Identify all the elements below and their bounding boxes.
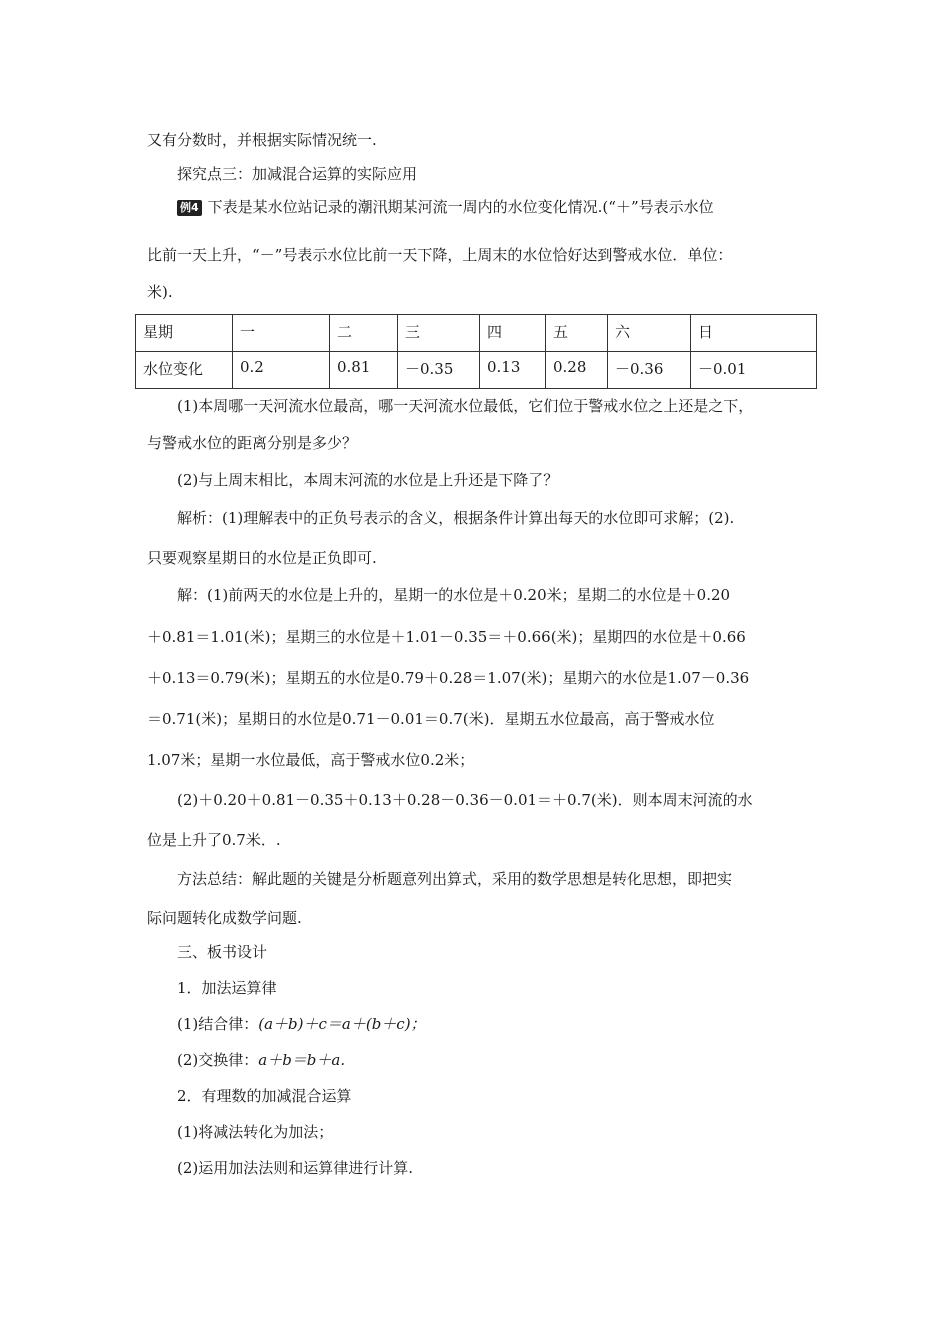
solution-line: 位是上升了0.7米．. xyxy=(147,831,281,849)
list-item: 1．加法运算律 xyxy=(177,979,277,997)
solution-line: ＋0.13＝0.79(米)；星期五的水位是0.79＋0.28＝1.07(米)；星期六的水位是1.07－0.36 xyxy=(147,669,750,687)
analysis-line: 只要观察星期日的水位是正负即可. xyxy=(147,549,377,567)
analysis-line: 解析：(1)理解表中的正负号表示的含义，根据条件计算出每天的水位即可求解；(2). xyxy=(177,509,735,527)
table-cell: 三 xyxy=(398,315,480,352)
solution-line: ＋0.81＝1.01(米)；星期三的水位是＋1.01－0.35＝＋0.66(米)；星期四的水位是＋0.66 xyxy=(147,628,746,646)
table-cell: 星期 xyxy=(136,315,233,352)
example-line xyxy=(177,197,714,217)
list-item xyxy=(177,1050,345,1070)
table-cell: －0.36 xyxy=(608,352,691,389)
list-item xyxy=(177,1014,426,1034)
text-line: 米). xyxy=(147,283,173,301)
method-line: 方法总结：解此题的关键是分析题意列出算式，采用的数学思想是转化思想，即把实 xyxy=(177,870,733,888)
list-item: (2)运用加法法则和运算律进行计算. xyxy=(177,1159,414,1177)
table-cell: 日 xyxy=(691,315,817,352)
list-item: 2．有理数的加减混合运算 xyxy=(177,1087,352,1105)
table-cell: 0.81 xyxy=(330,352,398,389)
example-badge: 例4 xyxy=(177,200,202,216)
section-heading: 三、板书设计 xyxy=(177,943,268,961)
example-text: 下表是某水位站记录的潮汛期某河流一周内的水位变化情况.(“＋”号表示水位 xyxy=(207,198,714,216)
question-line: (2)与上周末相比，本周末河流的水位是上升还是下降了？ xyxy=(177,471,559,489)
formula: (a＋b)＋c＝a＋(b＋c)； xyxy=(258,1015,426,1033)
table-cell: 0.13 xyxy=(480,352,546,389)
table-cell: 二 xyxy=(330,315,398,352)
table-row xyxy=(136,352,817,389)
law-label: (2)交换律： xyxy=(177,1051,259,1069)
table-cell: －0.01 xyxy=(691,352,817,389)
table-cell: 一 xyxy=(233,315,330,352)
solution-line: (2)＋0.20＋0.81－0.35＋0.13＋0.28－0.36－0.01＝＋0.7(米)．则本周末河流的水 xyxy=(177,791,753,809)
question-line: (1)本周哪一天河流水位最高，哪一天河流水位最低，它们位于警戒水位之上还是之下， xyxy=(177,397,754,415)
solution-line: ＝0.71(米)；星期日的水位是0.71－0.01＝0.7(米)．星期五水位最高，高于警戒水位 xyxy=(147,710,715,728)
formula: a＋b＝b＋a. xyxy=(258,1051,346,1069)
law-label: (1)结合律： xyxy=(177,1015,259,1033)
question-line: 与警戒水位的距离分别是多少？ xyxy=(147,434,358,452)
table-header-row xyxy=(136,315,817,352)
table-cell: 四 xyxy=(480,315,546,352)
table-cell: 五 xyxy=(546,315,608,352)
table-cell: 水位变化 xyxy=(136,352,233,389)
section-heading: 探究点三：加减混合运算的实际应用 xyxy=(177,165,418,183)
table-cell: －0.35 xyxy=(398,352,480,389)
list-item: (1)将减法转化为加法； xyxy=(177,1123,334,1141)
text-line: 又有分数时，并根据实际情况统一. xyxy=(147,131,377,149)
water-level-table xyxy=(135,314,817,389)
table-cell: 六 xyxy=(608,315,691,352)
method-line: 际问题转化成数学问题. xyxy=(147,909,302,927)
table-cell: 0.2 xyxy=(233,352,330,389)
solution-line: 解：(1)前两天的水位是上升的，星期一的水位是＋0.20米；星期二的水位是＋0.20 xyxy=(177,586,731,604)
text-line: 比前一天上升，“－”号表示水位比前一天下降，上周末的水位恰好达到警戒水位．单位： xyxy=(147,246,733,264)
solution-line: 1.07米；星期一水位最低，高于警戒水位0.2米； xyxy=(147,751,475,769)
table-cell: 0.28 xyxy=(546,352,608,389)
